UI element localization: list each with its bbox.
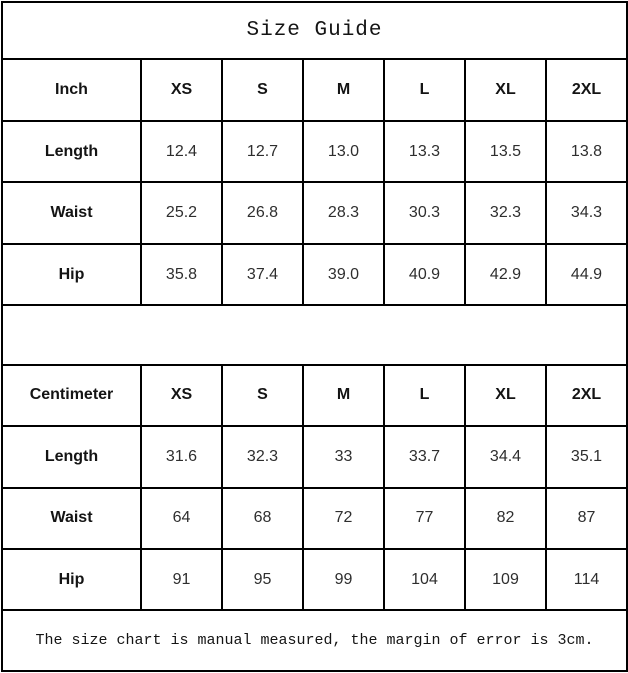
value-cell: 13.3: [384, 121, 465, 182]
spacer-row: [2, 305, 627, 364]
inch-row-hip: [2, 244, 627, 305]
value-cell: 13.0: [303, 121, 384, 182]
value-cell: 32.3: [465, 182, 546, 243]
value-cell: 114: [546, 549, 627, 610]
cm-col-header-xl: XL: [465, 365, 546, 426]
value-cell: 35.8: [141, 244, 222, 305]
row-label-waist: Waist: [2, 182, 141, 243]
title-row: [2, 2, 627, 59]
row-label-waist: Waist: [2, 488, 141, 549]
inch-header-row: [2, 59, 627, 120]
row-label-length: Length: [2, 426, 141, 487]
value-cell: 104: [384, 549, 465, 610]
value-cell: 13.8: [546, 121, 627, 182]
value-cell: 82: [465, 488, 546, 549]
value-cell: 34.3: [546, 182, 627, 243]
inch-row-waist: [2, 182, 627, 243]
inch-col-header-xl: XL: [465, 59, 546, 120]
footer-row: [2, 610, 627, 671]
footer-note: The size chart is manual measured, the margin of error is 3cm.: [2, 610, 627, 671]
value-cell: 33.7: [384, 426, 465, 487]
inch-col-header-m: M: [303, 59, 384, 120]
spacer-cell: [2, 305, 627, 364]
cm-col-header-l: L: [384, 365, 465, 426]
value-cell: 32.3: [222, 426, 303, 487]
value-cell: 12.4: [141, 121, 222, 182]
value-cell: 77: [384, 488, 465, 549]
value-cell: 33: [303, 426, 384, 487]
inch-unit-header: Inch: [2, 59, 141, 120]
value-cell: 26.8: [222, 182, 303, 243]
value-cell: 99: [303, 549, 384, 610]
value-cell: 95: [222, 549, 303, 610]
cm-col-header-s: S: [222, 365, 303, 426]
inch-col-header-xs: XS: [141, 59, 222, 120]
page-title: Size Guide: [2, 2, 627, 59]
row-label-length: Length: [2, 121, 141, 182]
value-cell: 109: [465, 549, 546, 610]
value-cell: 31.6: [141, 426, 222, 487]
centimeter-unit-header: Centimeter: [2, 365, 141, 426]
cm-row-length: [2, 426, 627, 487]
cm-col-header-m: M: [303, 365, 384, 426]
centimeter-header-row: [2, 365, 627, 426]
value-cell: 34.4: [465, 426, 546, 487]
value-cell: 42.9: [465, 244, 546, 305]
value-cell: 64: [141, 488, 222, 549]
value-cell: 87: [546, 488, 627, 549]
value-cell: 68: [222, 488, 303, 549]
inch-row-length: [2, 121, 627, 182]
row-label-hip: Hip: [2, 549, 141, 610]
cm-row-hip: [2, 549, 627, 610]
cm-col-header-xs: XS: [141, 365, 222, 426]
inch-col-header-s: S: [222, 59, 303, 120]
value-cell: 30.3: [384, 182, 465, 243]
size-guide-table: [1, 1, 628, 672]
cm-row-waist: [2, 488, 627, 549]
value-cell: 25.2: [141, 182, 222, 243]
row-label-hip: Hip: [2, 244, 141, 305]
inch-col-header-l: L: [384, 59, 465, 120]
value-cell: 37.4: [222, 244, 303, 305]
value-cell: 35.1: [546, 426, 627, 487]
value-cell: 91: [141, 549, 222, 610]
value-cell: 13.5: [465, 121, 546, 182]
cm-col-header-2xl: 2XL: [546, 365, 627, 426]
value-cell: 40.9: [384, 244, 465, 305]
value-cell: 12.7: [222, 121, 303, 182]
value-cell: 72: [303, 488, 384, 549]
inch-col-header-2xl: 2XL: [546, 59, 627, 120]
value-cell: 44.9: [546, 244, 627, 305]
value-cell: 39.0: [303, 244, 384, 305]
value-cell: 28.3: [303, 182, 384, 243]
